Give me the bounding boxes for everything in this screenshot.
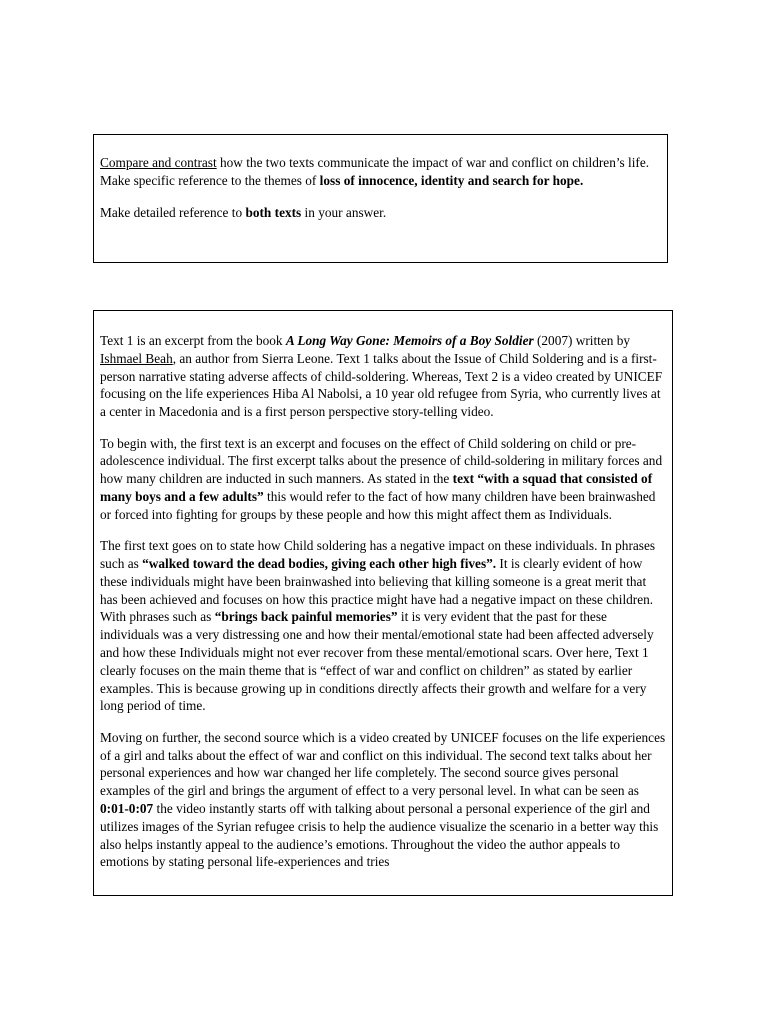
prompt-paragraph-2 xyxy=(100,204,661,222)
book-title: A Long Way Gone: Memoirs of a Boy Soldier xyxy=(285,333,534,348)
prompt-directive: Compare and contrast xyxy=(100,155,217,170)
essay-paragraph-1 xyxy=(100,332,666,421)
author-name: Ishmael Beah xyxy=(100,350,173,366)
essay-paragraph-4 xyxy=(100,729,666,871)
essay-quote: “brings back painful memories” xyxy=(214,609,398,625)
essay-text: Text 1 is an excerpt from the book xyxy=(100,333,286,348)
prompt-emphasis: both texts xyxy=(245,204,302,220)
prompt-text: in your answer. xyxy=(301,204,387,220)
essay-text: this would refer to the fact of how many children have been brainwashed or forced into fighting for groups by these people and how this might affect them as Individuals. xyxy=(100,488,656,522)
essay-response-box xyxy=(93,310,673,896)
essay-text: , an author from Sierra Leone. Text 1 talks about the Issue of Child Soldering and is a first-person narrative stating adverse affects of child-soldering. Whereas, Text 2 is a video created by UNICEF focusing on the life experiences Hiba Al Nabolsi, a 10 year old refugee from Syria, who currently lives at a center in Macedonia and is a first person perspective story-telling video. xyxy=(100,350,663,420)
essay-text: The first text goes on to state how Child soldering has a negative impact on these individuals. In phrases such as xyxy=(100,538,656,571)
prompt-text: Make detailed reference to xyxy=(100,204,246,220)
prompt-text: how the two texts communicate the impact of war and conflict on children’s life. Make specific reference to the themes of xyxy=(100,155,650,188)
essay-quote: “walked toward the dead bodies, giving each other high fives”. xyxy=(142,555,497,571)
essay-text: Moving on further, the second source which is a video created by UNICEF focuses on the life experiences of a girl and talks about the effect of war and conflict on this individual. The second text talks about her personal experiences and how war changed her life completely. The second source gives personal examples of the girl and brings the argument of effect to a very personal level. In what can be seen as xyxy=(100,729,666,799)
essay-prompt-box xyxy=(93,134,668,263)
essay-text: (2007) written by xyxy=(533,333,631,348)
video-timestamp: 0:01-0:07 xyxy=(100,800,154,816)
essay-text: To begin with, the first text is an excerpt and focuses on the effect of Child soldering on child or pre-adolescence individual. The first excerpt talks about the presence of child-soldering in military forces and how many children are inducted in such manners. As stated in the xyxy=(100,435,663,487)
essay-text: the video instantly starts off with talking about personal a personal experience of the girl and utilizes images of the Syrian refugee crisis to help the audience visualize the scenario in a better way this also helps instantly appeal to the audience’s emotions. Throughout the video the author appeals to emotions by stating personal life-experiences and tries xyxy=(100,800,659,870)
essay-quote: text “with a squad that consisted of many boys and a few adults” xyxy=(100,471,653,504)
essay-text: it is very evident that the past for these individuals was a very distressing one and how their mental/emotional state had been affected adversely and how these Individuals might not ever recover from these mental/emotional scars. Over here, Text 1 clearly focuses on the main theme that is “effect of war and conflict on children” as stated by earlier examples. This is because growing up in conditions directly affects their growth and welfare for a very long period of time. xyxy=(100,609,654,714)
essay-paragraph-3 xyxy=(100,537,666,715)
essay-paragraph-2 xyxy=(100,435,666,524)
prompt-paragraph-1 xyxy=(100,154,661,190)
prompt-themes: loss of innocence, identity and search for hope. xyxy=(319,172,584,188)
essay-text: It is clearly evident of how these individuals might have been brainwashed into believing that killing someone is a great merit that has been achieved and focuses on how this practice might have had a negative impact on these children. With phrases such as xyxy=(100,555,654,625)
